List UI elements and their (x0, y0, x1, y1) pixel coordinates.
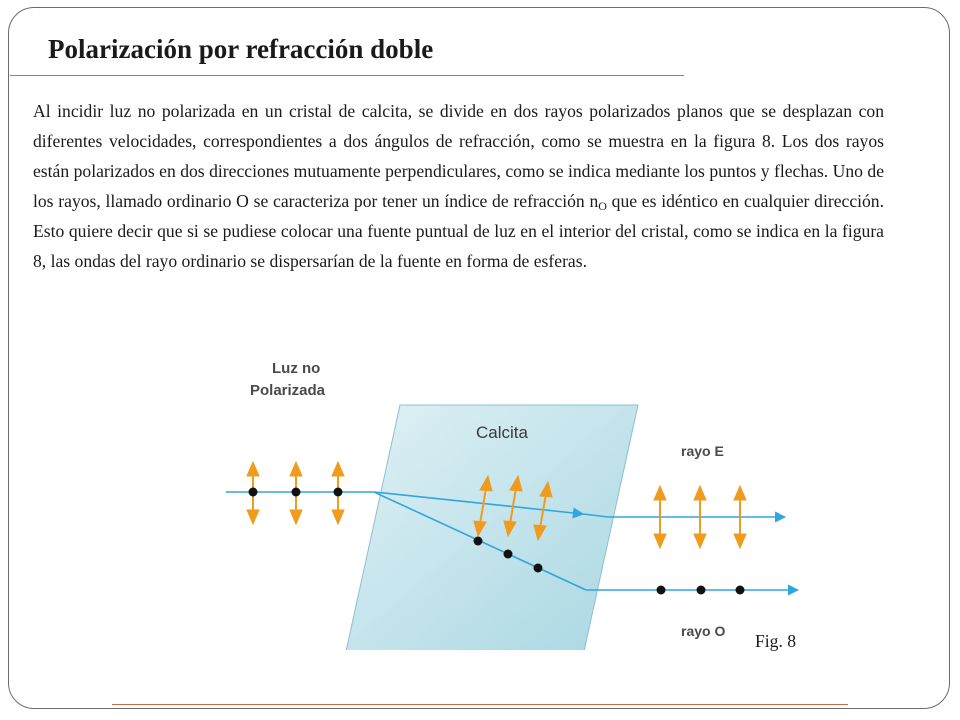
index-subscript: O (598, 199, 607, 213)
paragraph-text-1: Al incidir luz no polarizada en un cristal de calcita, se divide en dos rayos polarizados planos que se desplazan con diferentes velocidades, correspondientes a dos ángulos de refracción, como se muestra en la figura 8. Los dos rayos están polarizados en dos direcciones mutuamente perpendiculares, como se indica mediante los puntos y flechas. Uno de los rayos, llamado ordinario O se caracteriza por tener un índice de refracción n (33, 101, 884, 211)
figure-caption: Fig. 8 (755, 631, 797, 651)
slide-title: Polarización por refracción doble (48, 34, 434, 64)
crystal-label: Calcita (476, 423, 528, 442)
paragraph-text-2: que es idéntico en cualquier dirección. Esto quiere decir que si se pudiese colocar una fuente puntual de luz en el interior del cristal, como se indica en la figura 8, las ondas del rayo ordinario se dispersarían de la fuente en forma de esferas. (33, 191, 885, 271)
birefringence-figure (220, 350, 810, 650)
o-ray-label: rayo O (681, 623, 726, 639)
unpolarized-label-line1: Luz no (272, 360, 321, 377)
body-paragraph (33, 96, 884, 276)
title-underline (10, 75, 684, 76)
unpolarized-label-line2: Polarizada (250, 382, 326, 399)
footer-rule (112, 704, 848, 705)
e-ray-label: rayo E (681, 443, 724, 459)
